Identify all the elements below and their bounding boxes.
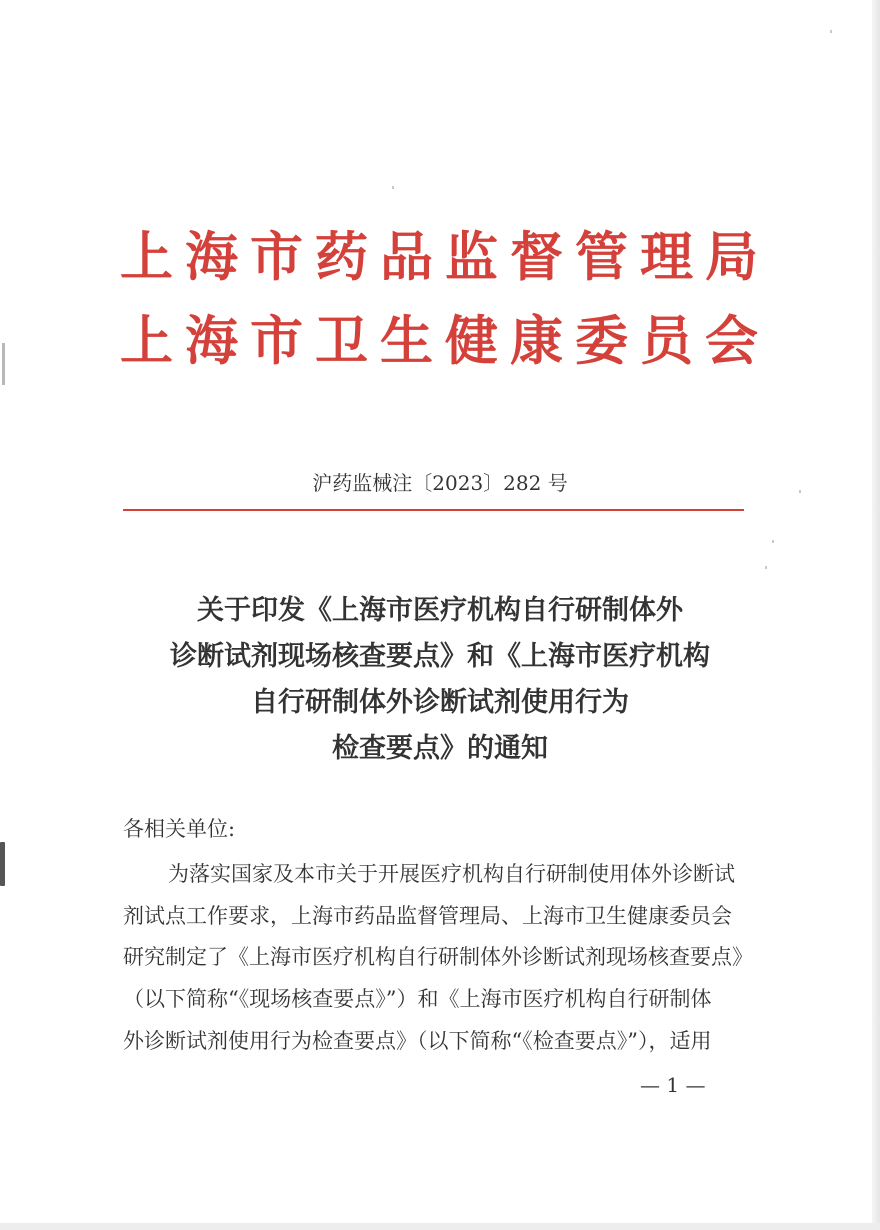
title-line: 检查要点》的通知 (332, 733, 548, 764)
document-number: 沪药监械注〔2023〕282 号 (312, 471, 568, 495)
scan-speck (772, 540, 774, 543)
issuer-name-drug-administration: 上海市药品监督管理局 (120, 227, 770, 288)
issuer-name-health-commission: 上海市卫生健康委员会 (120, 311, 770, 372)
body-text-line: 研究制定了《上海市医疗机构自行研制体外诊断试剂现场核查要点》 (123, 945, 753, 969)
title-line: 诊断试剂现场核查要点》和《上海市医疗机构 (170, 641, 710, 672)
salutation: 各相关单位: (123, 817, 236, 841)
body-text-line: 外诊断试剂使用行为检查要点》（以下简称“《检查要点》”），适用 (123, 1029, 712, 1053)
title-line: 自行研制体外诊断试剂使用行为 (251, 687, 629, 718)
body-text-line: （以下简称“《现场核查要点》”）和《上海市医疗机构自行研制体 (123, 987, 712, 1011)
scan-edge-right (872, 0, 880, 1230)
body-text-line: 为落实国家及本市关于开展医疗机构自行研制使用体外诊断试 (168, 862, 735, 886)
scan-speck (765, 566, 767, 569)
red-divider-line (123, 509, 744, 511)
binder-hole-mark (0, 842, 5, 886)
scan-speck (799, 490, 801, 493)
page-number: — 1 — (640, 1073, 706, 1097)
scan-speck (392, 186, 394, 189)
document-title (100, 588, 780, 772)
scan-edge-bottom (0, 1223, 880, 1230)
title-line: 关于印发《上海市医疗机构自行研制体外 (197, 595, 683, 626)
scan-speck (830, 30, 832, 33)
binder-hole-mark (2, 343, 5, 385)
body-text-line: 剂试点工作要求，上海市药品监督管理局、上海市卫生健康委员会 (123, 904, 732, 928)
